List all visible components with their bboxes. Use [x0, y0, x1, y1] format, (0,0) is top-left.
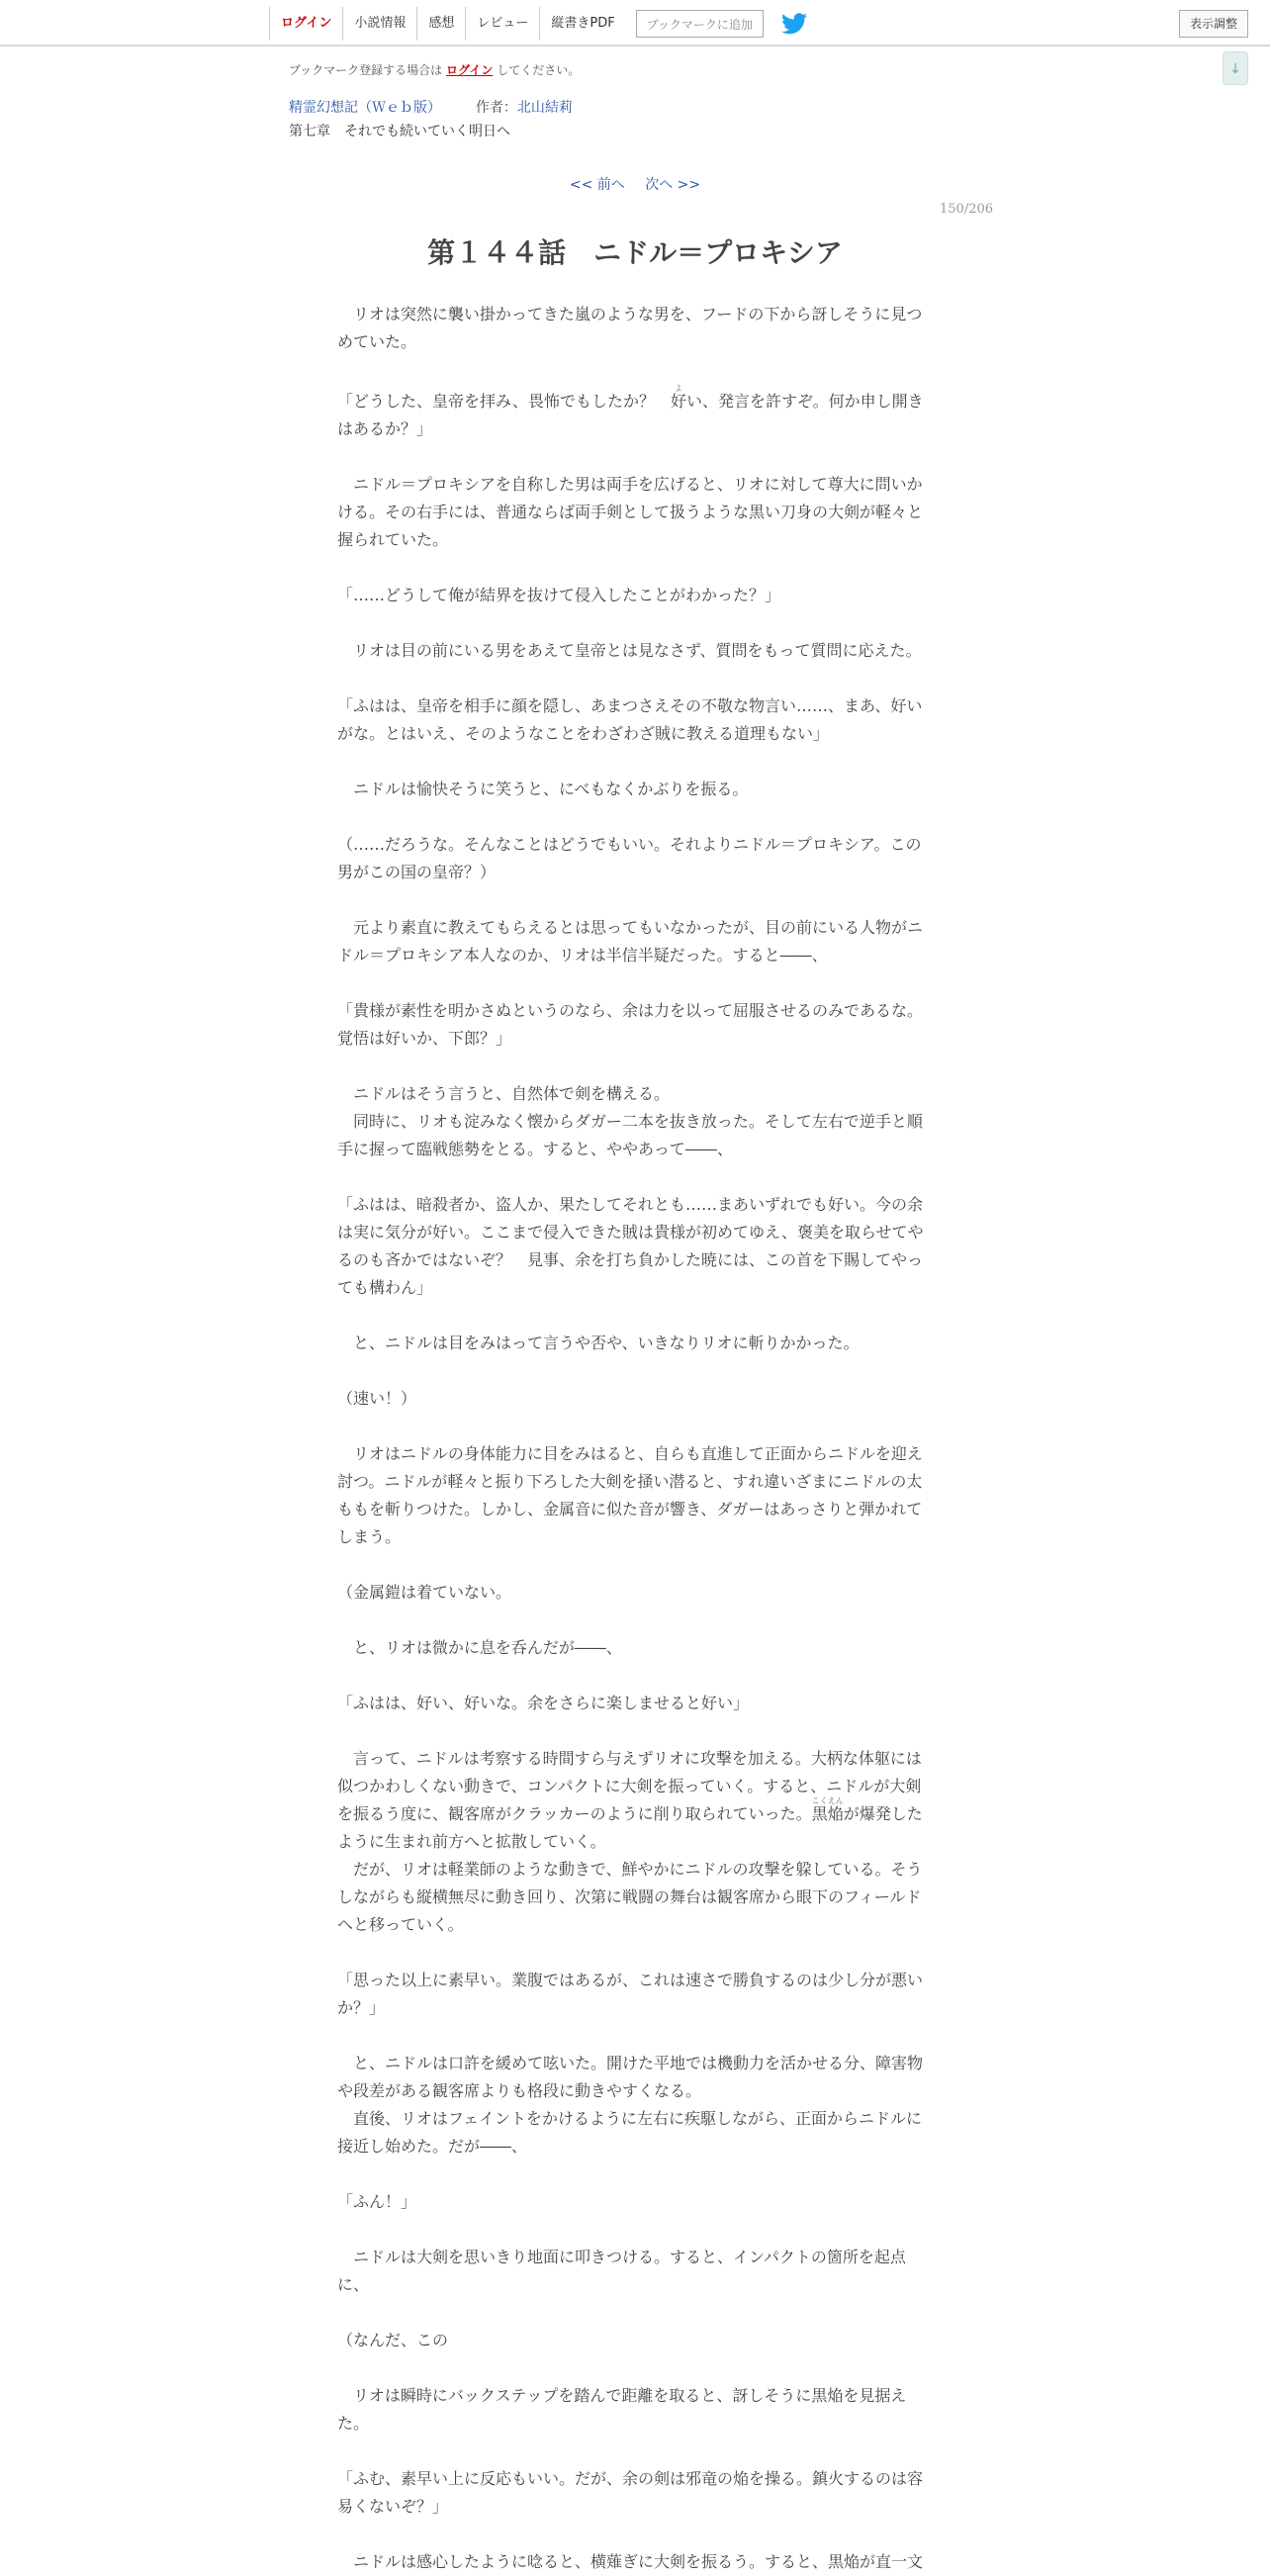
blank-line: [337, 1939, 931, 1967]
body-line: [337, 637, 931, 665]
work-title-link[interactable]: 精霊幻想記（Ｗｅｂ版）: [289, 100, 441, 116]
global-nav: [269, 6, 807, 42]
body-line: [337, 2327, 931, 2354]
line-text: ニドルはそう言うと、自然体で剣を構える。: [337, 1084, 671, 1103]
display-settings-button[interactable]: 表示調整: [1179, 10, 1248, 38]
blank-line: [337, 2161, 931, 2188]
ruby-base: 黒焔: [811, 1804, 844, 1823]
blank-line: [337, 609, 931, 637]
line-text: 言って、ニドルは考察する時間すら与えずリオに攻撃を加える。大柄な体躯には似つかわしくない動きで、コンパクトに大剣を振っていく。すると、ニドルが大剣を振るう度に、観客席がクラッカーのように削り取られていった。: [337, 1749, 922, 1823]
body-line: [337, 1745, 931, 1856]
line-text: （なんだ、この: [337, 2331, 449, 2349]
body-line: [337, 1579, 931, 1607]
notice-text: ブックマーク登録する場合は: [289, 63, 443, 77]
login-link[interactable]: ログイン: [269, 7, 342, 41]
blank-line: [337, 554, 931, 582]
blank-line: [337, 1302, 931, 1330]
body-line: [337, 2244, 931, 2299]
body-line: [337, 1385, 931, 1413]
bookmark-notice: [289, 61, 580, 78]
blank-line: [337, 665, 931, 692]
body-line: [337, 2548, 931, 2576]
line-text: 「ふはは、皇帝を相手に顔を隠し、あまつさえその不敬な物言い……、まあ、好いがな。とはいえ、そのようなことをわざわざ賊に教える道理もない」: [337, 696, 923, 743]
body-line: [337, 1690, 931, 1717]
notice-text-after: してください。: [497, 63, 581, 77]
blank-line: [337, 356, 931, 384]
add-bookmark-button[interactable]: ブックマークに追加: [636, 10, 764, 38]
next-link[interactable]: 次へ >>: [645, 177, 701, 193]
episode-pager: [0, 174, 1270, 194]
line-text: ニドルは大剣を思いきり地面に叩きつける。すると、インパクトの箇所を起点に、: [337, 2248, 906, 2294]
body-line: [337, 1330, 931, 1357]
vertical-pdf-link[interactable]: 縦書きPDF: [539, 7, 625, 41]
body-line: [337, 2105, 931, 2161]
blank-line: [337, 803, 931, 831]
body-line: [337, 1191, 931, 1302]
top-bar: [0, 0, 1270, 46]
blank-line: [337, 1717, 931, 1745]
line-text: リオは突然に襲い掛かってきた嵐のような男を、フードの下から訝しそうに見つめていた。: [337, 305, 923, 351]
line-text: リオは瞬時にバックステップを踏んで距離を取ると、訝しそうに黒焔を見据えた。: [337, 2386, 907, 2433]
line-text: ニドル＝プロキシアを自称した男は両手を広げると、リオに対して尊大に問いかける。その右手には、普通ならば両手剣として扱うような黒い刀身の大剣が軽々と握られていた。: [337, 475, 924, 549]
ruby-reading: よ: [670, 384, 686, 393]
body-line: [337, 2382, 931, 2438]
line-text: （……だろうな。そんなことはどうでもいい。それよりニドル＝プロキシア。この男がこの国の皇帝？）: [337, 835, 922, 881]
blank-line: [337, 1662, 931, 1690]
line-text: ニドルは愉快そうに笑うと、にべもなくかぶりを振る。: [337, 780, 749, 798]
line-text: ニドルは感心したように唸ると、横薙ぎに大剣を振るう。すると、黒焔が直一文: [337, 2552, 924, 2571]
line-text: 「ふむ、素早い上に反応もいい。だが、余の剣は邪竜の焔を操る。鎮火するのは容易くないぞ？」: [337, 2469, 924, 2516]
blank-line: [337, 886, 931, 914]
blank-line: [337, 748, 931, 776]
body-line: [337, 582, 931, 609]
work-info: [289, 97, 573, 117]
line-text: 「貴様が素性を明かさぬというのなら、余は力を以って屈服させるのみであるな。覚悟は好いか、下郎？」: [337, 1001, 924, 1048]
line-text: （速い！）: [337, 1389, 417, 1408]
blank-line: [337, 1413, 931, 1440]
line-text: 「ふはは、暗殺者か、盗人か、果たしてそれとも……まあいずれでも好い。今の余は実に気分が好い。ここまで侵入できた賊は貴様が初めてゆえ、褒美を取らせてやるのも吝かではないぞ？ 見事、余を打ち負かした暁には、この首を下賜してやっても構わん」: [337, 1195, 924, 1297]
line-text: 「ふん！」: [337, 2192, 417, 2211]
impressions-link[interactable]: 感想: [416, 7, 465, 41]
episode-title: 第１４４話 ニドル＝プロキシア: [427, 236, 843, 269]
blank-line: [337, 2299, 931, 2327]
author-link[interactable]: 北山結莉: [516, 100, 573, 116]
body-line: [337, 2465, 931, 2521]
body-line: [337, 1967, 931, 2022]
body-line: [337, 692, 931, 748]
blank-line: [337, 443, 931, 471]
line-text-tail: が爆発したように生まれ前方へと拡散していく。: [337, 1804, 923, 1851]
body-line: [337, 2188, 931, 2216]
line-text: 元より素直に教えてもらえるとは思ってもいなかったが、目の前にいる人物がニドル＝プロキシア本人なのか、リオは半信半疑だった。すると――、: [337, 918, 924, 965]
blank-line: [337, 1607, 931, 1634]
line-text: 「思った以上に素早い。業腹ではあるが、これは速さで勝負するのは少し分が悪いか？」: [337, 1971, 924, 2017]
author-label: 作者：: [475, 100, 517, 116]
ruby-base: 好: [670, 392, 686, 411]
body-line: [337, 1108, 931, 1163]
scroll-down-button[interactable]: ↓: [1223, 51, 1248, 85]
body-line: [337, 776, 931, 803]
body-line: [337, 914, 931, 969]
line-text: と、ニドルは目をみはって言うや否や、いきなりリオに斬りかかった。: [337, 1334, 860, 1352]
body-line: [337, 1856, 931, 1939]
blank-line: [337, 2354, 931, 2382]
ruby-reading: こくえん: [811, 1796, 844, 1805]
blank-line: [337, 2216, 931, 2244]
line-text: 「どうした、皇帝を拝み、畏怖でもしたか？: [337, 392, 671, 411]
body-line: [337, 2050, 931, 2105]
novel-body: [337, 301, 931, 2576]
body-line: [337, 384, 931, 443]
line-text: リオは目の前にいる男をあえて皇帝とは見なさず、質問をもって質問に応えた。: [337, 641, 922, 660]
blank-line: [337, 1163, 931, 1191]
body-line: [337, 997, 931, 1053]
blank-line: [337, 1053, 931, 1080]
line-text: だが、リオは軽業師のような動きで、鮮やかにニドルの攻撃を躱している。そうしながらも縦横無尽に動き回り、次第に戦闘の舞台は観客席から眼下のフィールドへと移っていく。: [337, 1860, 923, 1934]
body-line: [337, 831, 931, 886]
twitter-icon[interactable]: [781, 13, 807, 35]
line-text: 「……どうして俺が結界を抜けて侵入したことがわかった？」: [337, 586, 781, 604]
blank-line: [337, 1357, 931, 1385]
review-link[interactable]: レビュー: [465, 7, 539, 41]
blank-line: [337, 2438, 931, 2465]
prev-link[interactable]: << 前へ: [569, 177, 625, 193]
line-text: と、ニドルは口許を緩めて呟いた。開けた平地では機動力を活かせる分、障害物や段差がある観客席よりも格段に動きやすくなる。: [337, 2054, 924, 2100]
line-text: 「ふはは、好い、好いな。余をさらに楽しませると好い」: [337, 1694, 750, 1712]
ruby-word: [670, 384, 686, 411]
blank-line: [337, 1551, 931, 1579]
line-text: （金属鎧は着ていない。: [337, 1583, 512, 1602]
body-line: [337, 471, 931, 554]
novel-info-link[interactable]: 小説情報: [342, 7, 416, 41]
line-text-tail: い、発言を許すぞ。何か申し開きはあるか？」: [337, 392, 924, 438]
line-text: 直後、リオはフェイントをかけるように左右に疾駆しながら、正面からニドルに接近し始めた。だが――、: [337, 2109, 923, 2156]
notice-login-link[interactable]: ログイン: [446, 63, 494, 77]
body-line: [337, 301, 931, 356]
line-text: と、リオは微かに息を呑んだが――、: [337, 1638, 622, 1657]
line-text: 同時に、リオも淀みなく懐からダガー二本を抜き放った。そして左右で逆手と順手に握って臨戦態勢をとる。すると、ややあって――、: [337, 1112, 923, 1158]
blank-line: [337, 969, 931, 997]
line-text: リオはニドルの身体能力に目をみはると、自らも直進して正面からニドルを迎え討つ。ニドルが軽々と振り下ろした大剣を掻い潜ると、すれ違いざまにニドルの太ももを斬りつけた。しかし、金属音に似た音が響き、ダガーはあっさりと弾かれてしまう。: [337, 1444, 923, 1546]
blank-line: [337, 2521, 931, 2548]
ruby-word: [811, 1796, 844, 1823]
chapter-title: 第七章 それでも続いていく明日へ: [289, 124, 510, 139]
body-line: [337, 1080, 931, 1108]
body-line: [337, 1440, 931, 1551]
episode-counter: 150/206: [940, 202, 994, 217]
body-line: [337, 1634, 931, 1662]
blank-line: [337, 2022, 931, 2050]
